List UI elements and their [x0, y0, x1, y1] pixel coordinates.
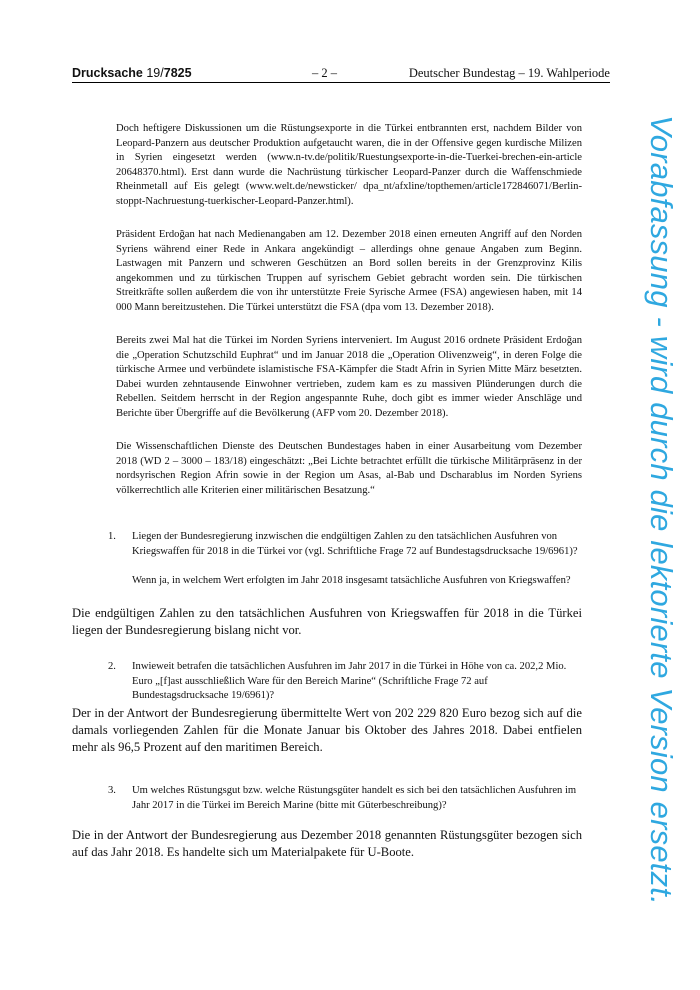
question-text: Um welches Rüstungsgut bzw. welche Rüstungsgüter handelt es sich bei den tatsächlichen Ausfuhren im Jahr 2017 in die Türkei im Bereich Marine (bitte mit Güterbeschreibung)?: [132, 785, 577, 811]
document-id: [72, 66, 192, 80]
document-number: 7825: [163, 66, 192, 80]
answer-2: Der in der Antwort der Bundesregierung übermittelte Wert von 202 229 820 Euro bezog sich auf die damals vorliegenden Zahlen für die Monate Januar bis Oktober des Jahres 2018. Dabei entfielen mehr als 96,5 Prozent auf den maritimen Bereich.: [72, 706, 582, 755]
watermark-text: Vorabfassung - wird durch die lektorierte Version ersetzt.: [644, 115, 679, 905]
answer-3: Die in der Antwort der Bundesregierung aus Dezember 2018 genannten Rüstungsgüter bezogen sich auf das Jahr 2018. Es handelte sich um Materialpakete für U-Boote.: [72, 828, 582, 860]
preamble-paragraph: Doch heftigere Diskussionen um die Rüstungsexporte in die Türkei entbrannten erst, nachdem Bilder von Leopard-Panzern aus deutscher Produktion aufgetaucht waren, die in der Offensive gegen kurdische Milizen in Syrien eingesetzt werden (www.n-tv.de/politik/Ruestungsexporte-in-die-Tuerkei-brechen-ein-article 20648370.html). Erst dann wurde die Nachrüstung türkischer Leopard-Panzer durch die Waffenschmiede Rheinmetall auf Eis gelegt (www.welt.de/newsticker/ dpa_nt/afxline/topthemen/article172846071/Berlin-stoppt-Nachruestung-tuerkischer-Leopard-Panzer.html).: [116, 123, 582, 207]
page-header: [72, 66, 610, 83]
draft-watermark: [639, 110, 683, 910]
question-text: Inwieweit betrafen die tatsächlichen Ausfuhren im Jahr 2017 in die Türkei in Höhe von ca. 202,2 Mio. Euro „[f]ast ausschließlich Ware für den Bereich Marine“ (Schriftliche Frage 72 auf Bundestagsdrucksache 19/6961)?: [132, 661, 567, 702]
preamble-paragraph: Die Wissenschaftlichen Dienste des Deutschen Bundestages haben in einer Ausarbeitung vom Dezember 2018 (WD 2 – 3000 – 183/18) eingeschätzt: „Bei Lichte betrachtet erfüllt die türkische Militärpräsenz in der nordsyrischen Region Afrin sowie in der Region um Asas, al-Bab und Dscharablus im Norden Syriens völkerrechtlich alle Kriterien einer militärischen Besatzung.“: [116, 441, 582, 496]
question-followup-text: Wenn ja, in welchem Wert erfolgten im Jahr 2018 insgesamt tatsächliche Ausfuhren von Kriegswaffen?: [132, 575, 571, 586]
question-number: 1.: [108, 531, 116, 542]
preamble-paragraph: Präsident Erdoğan hat nach Medienangaben am 12. Dezember 2018 einen erneuten Angriff auf den Norden Syriens während einer Rede in Ankara angekündigt – allerdings ohne genaue Angaben zum Beginn. Lastwagen mit Panzern und schweren Geschützen an Bord sollen bereits in der Grenzprovinz Kilis angekommen und zu türkischen Truppen auf syrischem Gebiet gebracht worden sein. Die türkischen Streitkräfte sollen außerdem die von ihr unterstützte Freie Syrische Armee (FSA) angewiesen haben, mit 14 000 Mann bereitzustehen. Die Türkei unterstützt die FSA (dpa vom 13. Dezember 2018).: [116, 229, 582, 313]
answer-1: Die endgültigen Zahlen zu den tatsächlichen Ausfuhren von Kriegswaffen für 2018 in die Türkei liegen der Bundesregierung bislang nicht vor.: [72, 606, 582, 638]
page-number: – 2 –: [312, 66, 337, 80]
publisher: Deutscher Bundestag – 19. Wahlperiode: [408, 66, 610, 80]
question-number: 2.: [108, 661, 116, 672]
question-number: 3.: [108, 785, 116, 796]
question-text: Liegen der Bundesregierung inzwischen die endgültigen Zahlen zu den tatsächlichen Ausfuhren von Kriegswaffen für 2018 in die Türkei vor (vgl. Schriftliche Frage 72 auf Bundestagsdrucksache 19/6961)?: [132, 531, 578, 557]
document-label: Drucksache: [72, 66, 143, 80]
preamble-paragraph: Bereits zwei Mal hat die Türkei im Norden Syriens interveniert. Im August 2016 ordnete Präsident Erdoğan die „Operation Schutzschild Euphrat“ und im Januar 2018 die „Operation Olivenzweig“, in deren Folge die türkische Armee und verbündete islamistische FSA-Kämpfer die Stadt Afrin in Syrien Mitte März besetzten. Dabei wurden zehntausende Einwohner vertrieben, zudem kam es zu massiven Plünderungen durch die Rebellen. Seitdem herrscht in der Region angespannte Ruhe, doch gibt es immer wieder Anschläge und Berichte über Übergriffe auf die Bevölkerung (AFP vom 20. Dezember 2018).: [116, 335, 582, 419]
document-series: 19/: [146, 66, 164, 80]
